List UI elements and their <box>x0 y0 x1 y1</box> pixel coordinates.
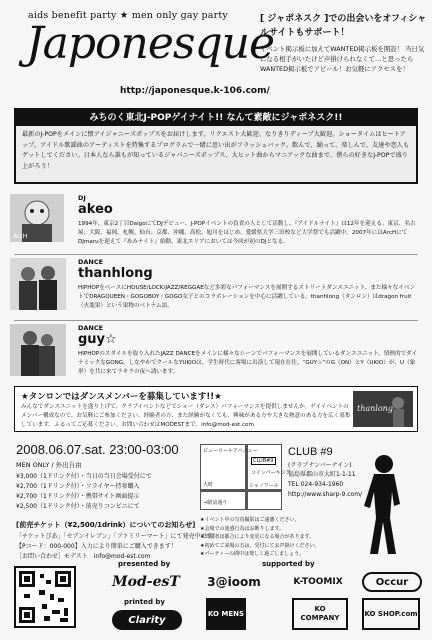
sponsor-logo: KO SHOP.com <box>362 598 420 630</box>
performer-name: guy☆ <box>78 332 117 347</box>
event-date: 2008.06.07.sat. 23:00-03:00 <box>16 442 179 457</box>
map-label: 大町 <box>203 482 214 488</box>
map-label: ビューロールアベニュー <box>203 448 258 454</box>
club-subtitle: (クラブナンバーナイン) <box>288 462 352 469</box>
note-item: ★パーティーの間中は楽しく過ごしましょう。 <box>200 551 305 557</box>
intro-box <box>14 108 418 184</box>
map-label: →駅前通り <box>203 500 228 506</box>
map-label: CLUB#9 <box>253 458 274 464</box>
performer-bio: 1994年、東京2丁目DaigoにてDJデビュー、J-POPイベントの負責の人として活動し、『アイドルナイト』は12年を迎える。東京、名古屋、大阪、福岡、札幌、仙台、京都、沖縄、高松、旭川をはじめ、愛媛県大学三田校など大学祭でも活躍中。2007年にはArcHにてDJmaruを迎えて『あみナイト』始動、東北エリアにおいては今回が初のDJとなる。 <box>78 221 416 245</box>
intro-title: みちのく東北J-POPゲイナイト!! なんて素敵にジャポネスク!! <box>16 110 416 126</box>
dancer-silhouette-icon <box>344 452 422 554</box>
sponsor-logo: K-TOOMIX <box>293 577 343 587</box>
price-item: ¥2,500（1ドリンク付）・前売りコンビニにて <box>16 503 140 510</box>
promo-body: イベント掲示板に加えてWANTED掲示板を開設！ 当日気になる相手がいたけど声掛けられなくて…と思ったらWANTED掲示板でアピール！お気軽にアクセスを！ <box>260 45 425 73</box>
qr-code[interactable] <box>14 566 76 628</box>
promo-title: [ ジャポネスク ]での出会いをオフィシャルサイトもサポート！ <box>260 14 427 38</box>
intro-body: 最新のJ-POPをメインに懐アイジャニーズポップスをお届けします。リクエスト大歓迎、なりきりディープ大歓迎。ショータイムはヒートアップ。アイドル歌謡曲のアーティストを特集するプログラムで一緒に思い出がフラッシュバック。飲んで、踊って、楽しんで、友達や恋人もゲットしてください。日本人なら誰もが知っているジャパニーズポップス、大ヒット曲からマニアックな曲まで、僕らの好きなJ-POPで盛り上がろう！ <box>22 131 410 170</box>
price-item: ¥2,700（1ドリンク付）・フライヤー持参購入 <box>16 483 140 490</box>
recruit-image-caption: thanlong <box>357 404 393 413</box>
map-label: コインパーキング <box>251 470 291 476</box>
price-item: ¥2,700（1ドリンク付）・携帯サイト画面提示 <box>16 493 140 500</box>
performer-role: DJ <box>78 194 86 202</box>
note-item: ★イベント中の写真撮影はご遠慮ください。 <box>200 517 300 523</box>
performer-thanhlong <box>10 258 422 318</box>
price-list <box>16 472 152 512</box>
printer-logo: Clarity <box>112 610 182 630</box>
map-label: シャノワール <box>249 483 279 489</box>
recruit-title: ★タンロンではダンスメンバーを募集しています!!★ <box>21 392 222 402</box>
site-url-link[interactable]: http://japonesque.k-106.com/ <box>120 86 270 96</box>
performer-bio: HIPHOPをベースにHOUSE/LOCK/JAZZ/REGGAEなど多彩なパフォーマンスを展開するストリートダンスユニット、また様々なイベントでDRAGQUEEN・GOGOBOY・GOGO女子とのコラボレーションを中心に活躍している。thanhlong（タンロン）はdragon fruit（火龍果）という果物のベトナム語。 <box>78 285 416 309</box>
performer-bio: HIPHOPのスタイルを取り入れたJAZZ DANCEをメインに様々なシーンでパフォーマンスを展開しているダンスユニット。情熱的でダイナミックなGONG、しなやかでクールなYUKIOは、学生時代に客場に出演して現在在住。“GUY☆”のG（ON）とY（UKIO）が、U（象形）を共に来てラキラの夜へ誘います。 <box>78 351 418 375</box>
note-item: ★出演者は都合により変更になる場合があります。 <box>200 534 315 540</box>
performer-name: akeo <box>78 202 113 217</box>
photo-caption: ArcH <box>13 233 28 240</box>
ticket-info <box>16 532 219 562</box>
sponsor-logo: Occur <box>362 572 422 592</box>
club-tel: TEL 024-934-1960 <box>288 481 344 488</box>
printed-by-label: printed by <box>124 598 165 606</box>
ticket-line: 【Pコード：000-000】入力により簡単にご購入できます！ <box>16 543 177 550</box>
tagline: aids benefit party ★ men only gay party <box>28 10 228 21</box>
supported-by-label: supported by <box>262 560 315 568</box>
price-item: ¥3,000（1ドリンク付）・当日の当日会場受付にて <box>16 473 152 480</box>
sponsor-logo: KO MENS <box>206 598 246 630</box>
note-item: ★会場での迷惑行為はお断りします。 <box>200 525 285 532</box>
modest-logo: Mod-esT <box>112 574 180 590</box>
ticket-line: 「チケットぴあ」「セブンイレブン」「ファミリーマート」にて発売中です！ <box>16 533 219 540</box>
performer-akeo <box>10 194 422 252</box>
sponsor-logo: 3@ioom <box>207 575 261 589</box>
performer-photo <box>10 258 66 310</box>
performer-photo <box>10 324 66 376</box>
recruit-image <box>353 391 413 427</box>
japonesque-logo: Japonesque <box>26 18 275 69</box>
event-sub: MEN ONLY / 外出自由 <box>16 461 82 469</box>
map-street <box>201 489 281 492</box>
performer-photo <box>10 194 64 242</box>
note-item: ★初めてご来場の方は、受付にてお声掛けください。 <box>200 542 320 549</box>
performer-guy <box>10 324 422 382</box>
map-street <box>245 445 248 509</box>
performer-name: thanhlong <box>78 266 153 281</box>
presented-by-label: presented by <box>118 560 171 568</box>
club-name: CLUB #9 <box>288 446 333 458</box>
club-website-link[interactable]: http://www.sharp-9.com/ <box>288 491 363 498</box>
recruit-body: みんなでダンスユニットを盛り上げて、クラブイベントなどでショー（ダンス）パフォーマンスを提供しませんか。ゲイイベントのメンバー構成なので、お気軽にご参加ください。経験者の方、また経験がなくても、興味がある方や大きな熱意のある方を広く募集しています。ふるってご応募ください。お問い合わせはMODESTまで。info@mod-est.com <box>21 404 351 428</box>
divider <box>14 320 418 321</box>
venue-map <box>200 444 291 510</box>
performer-role: DANCE <box>78 258 104 266</box>
recruit-box <box>14 386 418 432</box>
notes-list <box>200 516 360 559</box>
ticket-title: [前売チケット（¥2,500/1drink）についてのお知らせ] <box>16 521 196 529</box>
performer-role: DANCE <box>78 324 104 332</box>
ticket-line: ［お問い合わせ］モデスト info@mod-est.com <box>16 553 151 560</box>
sponsor-logo: KO COMPANY <box>292 598 348 630</box>
club-address: 福島県郡山市大町1-1-11 <box>288 471 356 478</box>
divider <box>14 254 418 255</box>
